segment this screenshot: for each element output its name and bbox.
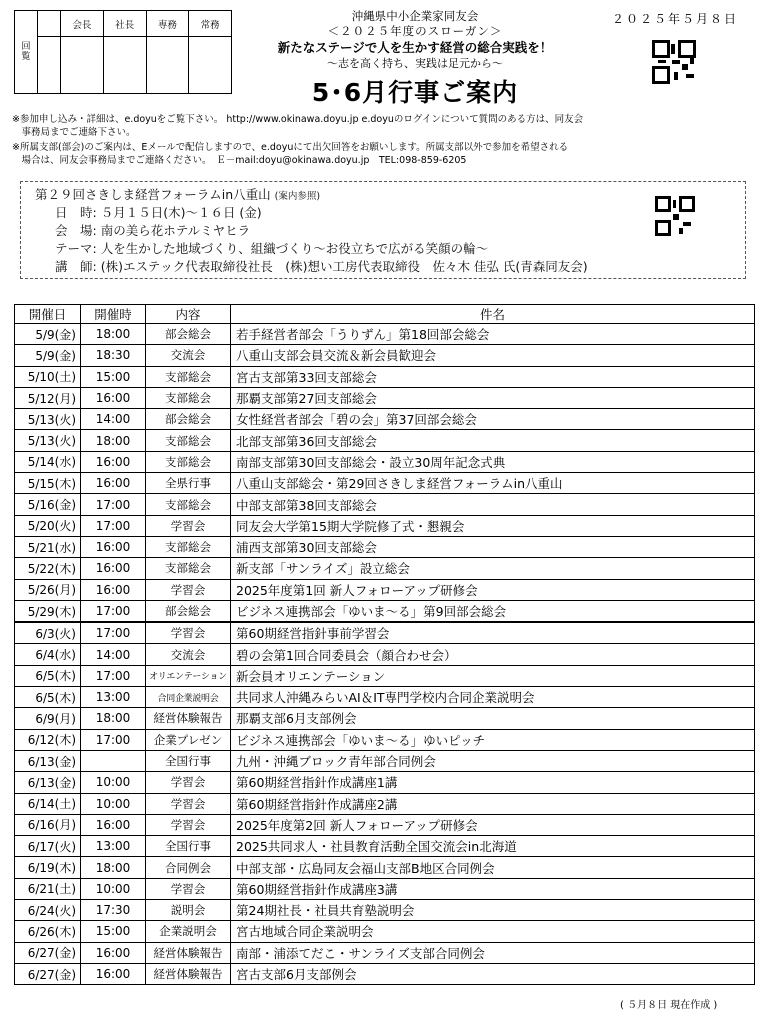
event-time: 16:00 xyxy=(81,473,146,494)
event-type: 説明会 xyxy=(146,900,231,921)
event-title: 同友会大学第15期大学院修了式・懇親会 xyxy=(231,515,755,536)
event-time: 18:00 xyxy=(81,324,146,345)
event-type: 交流会 xyxy=(146,644,231,665)
event-title: 北部支部第36回支部総会 xyxy=(231,430,755,451)
table-row xyxy=(15,942,755,963)
role-jomu: 常務 xyxy=(189,11,232,37)
subslogan: ～志を高く持ち、実践は足元から～ xyxy=(327,57,503,70)
stamp-cell xyxy=(103,37,146,94)
col-header-title: 件名 xyxy=(231,305,755,324)
forum-info-box xyxy=(20,181,746,279)
event-date: 6/26(木) xyxy=(15,921,81,942)
event-type: 交流会 xyxy=(146,345,231,366)
table-row xyxy=(15,900,755,921)
event-title: 女性経営者部会「碧の会」第37回部会総会 xyxy=(231,409,755,430)
event-time: 16:00 xyxy=(81,451,146,472)
event-type: 支部総会 xyxy=(146,366,231,387)
event-title: 若手経営者部会「うりずん」第18回部会総会 xyxy=(231,324,755,345)
event-time: 16:00 xyxy=(81,558,146,579)
slogan-heading: ＜２０２５年度のスローガン＞ xyxy=(327,24,503,38)
event-date: 5/9(金) xyxy=(15,345,81,366)
event-title: 宮古地域合同企業説明会 xyxy=(231,921,755,942)
event-type: 学習会 xyxy=(146,878,231,899)
table-row xyxy=(15,579,755,600)
event-date: 5/16(金) xyxy=(15,494,81,515)
event-title: 中部支部・広島同友会福山支部B地区合同例会 xyxy=(231,857,755,878)
event-time: 18:00 xyxy=(81,857,146,878)
table-row xyxy=(15,729,755,750)
event-type: 支部総会 xyxy=(146,387,231,408)
event-time: 17:00 xyxy=(81,622,146,644)
slogan: 新たなステージで人を生かす経営の総合実践を！ xyxy=(277,40,553,55)
event-type: 合同企業説明会 xyxy=(146,687,231,708)
event-title: 共同求人沖縄みらいAI＆IT専門学校内合同企業説明会 xyxy=(231,687,755,708)
event-date: 6/5(木) xyxy=(15,665,81,686)
event-title: 宮古支部6月支部例会 xyxy=(231,963,755,984)
event-type: 学習会 xyxy=(146,515,231,536)
event-type: 企業説明会 xyxy=(146,921,231,942)
event-date: 5/14(水) xyxy=(15,451,81,472)
event-time: 17:00 xyxy=(81,515,146,536)
event-type: 学習会 xyxy=(146,772,231,793)
table-row xyxy=(15,473,755,494)
table-row xyxy=(15,750,755,771)
forum-speaker: 講 師: (株)エステック代表取締役社長 (株)想い工房代表取締役 佐々木 佳弘 氏(青森同友会) xyxy=(55,259,588,274)
qr-code-icon[interactable] xyxy=(655,196,695,236)
event-date: 6/9(月) xyxy=(15,708,81,729)
event-title: 第60期経営指針作成講座3講 xyxy=(231,878,755,899)
event-title: ビジネス連携部会「ゆいま～る」第9回部会総会 xyxy=(231,600,755,622)
event-title: 新会員オリエンテーション xyxy=(231,665,755,686)
event-time: 13:00 xyxy=(81,836,146,857)
qr-code-icon[interactable] xyxy=(652,40,696,84)
event-time: 10:00 xyxy=(81,793,146,814)
events-table xyxy=(14,304,755,985)
event-time: 15:00 xyxy=(81,366,146,387)
table-row xyxy=(15,857,755,878)
event-time: 16:00 xyxy=(81,963,146,984)
table-row xyxy=(15,878,755,899)
note-line-1: ※参加申し込み・詳細は、e.doyuをご覧下さい。 http://www.okinawa.doyu.jp e.doyuのログインについて質問のある方は、同友会 xyxy=(12,114,584,125)
event-time: 17:00 xyxy=(81,494,146,515)
event-type: 支部総会 xyxy=(146,536,231,557)
table-row xyxy=(15,345,755,366)
event-type: オリエンテーション xyxy=(146,665,231,686)
event-title: 第60期経営指針事前学習会 xyxy=(231,622,755,644)
event-time: 18:00 xyxy=(81,430,146,451)
event-time: 10:00 xyxy=(81,772,146,793)
event-date: 5/15(木) xyxy=(15,473,81,494)
table-row xyxy=(15,387,755,408)
event-date: 6/19(木) xyxy=(15,857,81,878)
role-kaicho: 会長 xyxy=(61,11,104,37)
event-date: 5/22(木) xyxy=(15,558,81,579)
table-row xyxy=(15,772,755,793)
event-date: 6/13(金) xyxy=(15,772,81,793)
event-date: 5/10(土) xyxy=(15,366,81,387)
event-time: 13:00 xyxy=(81,687,146,708)
event-time: 18:30 xyxy=(81,345,146,366)
stamp-cell xyxy=(61,37,104,94)
event-title: 南部・浦添てだこ・サンライズ支部合同例会 xyxy=(231,942,755,963)
table-row xyxy=(15,536,755,557)
event-type: 全国行事 xyxy=(146,750,231,771)
circulation-label: 回 覧 xyxy=(15,11,38,94)
event-type: 経営体験報告 xyxy=(146,942,231,963)
event-title: 宮古支部第33回支部総会 xyxy=(231,366,755,387)
event-time: 10:00 xyxy=(81,878,146,899)
event-date: 6/27(金) xyxy=(15,942,81,963)
event-date: 6/3(火) xyxy=(15,622,81,644)
event-type: 合同例会 xyxy=(146,857,231,878)
event-time: 17:30 xyxy=(81,900,146,921)
note-line-2: 事務局までご連絡下さい。 xyxy=(12,127,136,138)
event-title: 九州・沖縄ブロック青年部合同例会 xyxy=(231,750,755,771)
event-type: 支部総会 xyxy=(146,451,231,472)
org-name: 沖縄県中小企業家同友会 xyxy=(351,9,479,23)
table-row xyxy=(15,409,755,430)
event-type: 学習会 xyxy=(146,793,231,814)
event-title: 那覇支部第27回支部総会 xyxy=(231,387,755,408)
table-row xyxy=(15,708,755,729)
event-title: 南部支部第30回支部総会・設立30周年記念式典 xyxy=(231,451,755,472)
table-row xyxy=(15,793,755,814)
event-title: 第24期社長・社員共育塾説明会 xyxy=(231,900,755,921)
event-date: 6/14(土) xyxy=(15,793,81,814)
event-time: 16:00 xyxy=(81,579,146,600)
event-time: 14:00 xyxy=(81,409,146,430)
table-row xyxy=(15,622,755,644)
event-date: 5/13(火) xyxy=(15,430,81,451)
role-shacho: 社長 xyxy=(103,11,146,37)
forum-venue: 会 場: 南の美ら花ホテルミヤヒラ xyxy=(55,223,251,238)
event-date: 6/13(金) xyxy=(15,750,81,771)
stamp-cell xyxy=(189,37,232,94)
stamp-cell xyxy=(146,37,189,94)
forum-title-note: (案内参照) xyxy=(274,191,321,202)
table-row xyxy=(15,836,755,857)
event-time: 16:00 xyxy=(81,536,146,557)
event-time: 17:00 xyxy=(81,665,146,686)
table-row xyxy=(15,515,755,536)
event-type: 学習会 xyxy=(146,579,231,600)
table-row xyxy=(15,600,755,622)
event-title: 2025共同求人・社員教育活動全国交流会in北海道 xyxy=(231,836,755,857)
event-date: 5/12(月) xyxy=(15,387,81,408)
col-header-time: 開催時 xyxy=(81,305,146,324)
event-type: 支部総会 xyxy=(146,558,231,579)
event-title: 第60期経営指針作成講座1講 xyxy=(231,772,755,793)
circulation-box xyxy=(14,10,232,94)
event-date: 5/21(水) xyxy=(15,536,81,557)
event-type: 学習会 xyxy=(146,622,231,644)
event-type: 経営体験報告 xyxy=(146,963,231,984)
event-date: 5/9(金) xyxy=(15,324,81,345)
table-row xyxy=(15,665,755,686)
event-type: 支部総会 xyxy=(146,494,231,515)
note-line-4: 場合は、同友会事務局までご連絡ください。 Ｅ－mail:doyu@okinawa.doyu.jp TEL:098-859-6205 xyxy=(12,155,467,166)
created-note: ( ５月８日 現在作成 ) xyxy=(620,1000,718,1011)
event-title: 碧の会第1回合同委員会（顔合わせ会） xyxy=(231,644,755,665)
event-title: 八重山支部会員交流＆新会員歓迎会 xyxy=(231,345,755,366)
event-date: 6/4(水) xyxy=(15,644,81,665)
event-type: 部会総会 xyxy=(146,324,231,345)
table-row xyxy=(15,921,755,942)
event-time: 14:00 xyxy=(81,644,146,665)
role-senmu: 専務 xyxy=(146,11,189,37)
table-row xyxy=(15,644,755,665)
event-title: 中部支部第38回支部総会 xyxy=(231,494,755,515)
page-title: 5･6月行事ご案内 xyxy=(311,78,519,107)
event-date: 6/27(金) xyxy=(15,963,81,984)
forum-datetime: 日 時: ５月１５日(木)～１６日 (金) xyxy=(55,205,262,220)
event-date: 6/24(火) xyxy=(15,900,81,921)
event-date: 6/16(月) xyxy=(15,814,81,835)
issue-date: ２０２５年５月８日 xyxy=(612,12,739,26)
event-time: 18:00 xyxy=(81,708,146,729)
event-type: 学習会 xyxy=(146,814,231,835)
forum-title: 第２９回さきしま経営フォーラムin八重山 (案内参照) xyxy=(35,187,321,202)
table-row xyxy=(15,494,755,515)
event-title: 2025年度第2回 新人フォローアップ研修会 xyxy=(231,814,755,835)
note-line-3: ※所属支部(部会)のご案内は、Eメールで配信しますので、e.doyuにて出欠回答をお願いします。所属支部以外で参加を希望される xyxy=(12,142,569,153)
event-date: 6/5(木) xyxy=(15,687,81,708)
event-date: 5/29(木) xyxy=(15,600,81,622)
table-row xyxy=(15,963,755,984)
event-time: 16:00 xyxy=(81,814,146,835)
event-time: 16:00 xyxy=(81,387,146,408)
event-type: 部会総会 xyxy=(146,600,231,622)
event-title: 那覇支部6月支部例会 xyxy=(231,708,755,729)
event-time: 17:00 xyxy=(81,729,146,750)
table-row xyxy=(15,324,755,345)
event-time: 16:00 xyxy=(81,942,146,963)
table-row xyxy=(15,430,755,451)
event-date: 6/17(火) xyxy=(15,836,81,857)
event-time: 17:00 xyxy=(81,600,146,622)
table-row xyxy=(15,451,755,472)
event-type: 経営体験報告 xyxy=(146,708,231,729)
event-title: 第60期経営指針作成講座2講 xyxy=(231,793,755,814)
event-title: 浦西支部第30回支部総会 xyxy=(231,536,755,557)
event-title: 新支部「サンライズ」設立総会 xyxy=(231,558,755,579)
event-date: 6/12(木) xyxy=(15,729,81,750)
forum-theme: テーマ: 人を生かした地域づくり、組織づくり～お役立ちで広がる笑顔の輪～ xyxy=(55,241,489,256)
event-type: 全国行事 xyxy=(146,836,231,857)
event-date: 5/26(月) xyxy=(15,579,81,600)
table-row xyxy=(15,814,755,835)
event-date: 5/13(火) xyxy=(15,409,81,430)
event-type: 支部総会 xyxy=(146,430,231,451)
event-type: 企業プレゼン xyxy=(146,729,231,750)
event-type: 全県行事 xyxy=(146,473,231,494)
event-time xyxy=(81,750,146,771)
col-header-type: 内容 xyxy=(146,305,231,324)
event-date: 6/21(土) xyxy=(15,878,81,899)
table-header-row xyxy=(15,305,755,324)
event-time: 15:00 xyxy=(81,921,146,942)
table-row xyxy=(15,558,755,579)
event-type: 部会総会 xyxy=(146,409,231,430)
event-title: 八重山支部総会・第29回さきしま経営フォーラムin八重山 xyxy=(231,473,755,494)
col-header-date: 開催日 xyxy=(15,305,81,324)
table-row xyxy=(15,687,755,708)
event-title: ビジネス連携部会「ゆいま～る」ゆいピッチ xyxy=(231,729,755,750)
event-title: 2025年度第1回 新人フォローアップ研修会 xyxy=(231,579,755,600)
event-date: 5/20(火) xyxy=(15,515,81,536)
table-row xyxy=(15,366,755,387)
